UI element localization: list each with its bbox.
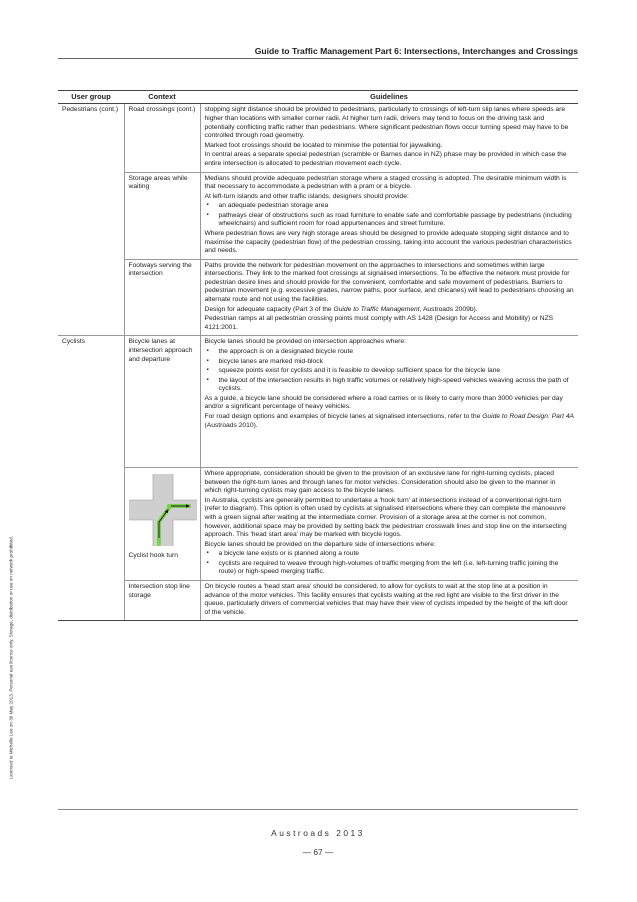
guidelines-cell bbox=[200, 104, 578, 172]
guideline-paragraph bbox=[205, 306, 575, 315]
side-note: Licensed to Michelle Lee on 30 May 2013. Personal use licence only. Storage, distribution or use on network prohibited. bbox=[8, 535, 14, 780]
table-row-bicycle-lanes bbox=[58, 336, 578, 468]
list-item: ▪ an adequate pedestrian storage area bbox=[219, 202, 575, 211]
guidelines-cell bbox=[200, 172, 578, 259]
table-row-road-crossings bbox=[58, 104, 578, 172]
context-cell bbox=[124, 468, 200, 581]
list-item: ▪ the approach is on a designated bicycle route bbox=[219, 348, 575, 357]
guideline-paragraph: In Australia, cyclists are generally permitted to undertake a 'hook turn' at intersections instead of a conventional right-turn (refer to diagram). This option is often used by cyclists at signalised intersections where they can complete the manoeuvre with a green signal after waiting at the intermediate corner. Provision of a storage area at the corner is not common, however, additional space may be provided by setting back the pedestrian crosswalk lines and stop line on the intersecting approach. This 'head start area' may be marked with bicycle logos. bbox=[204, 496, 567, 539]
context-cell: Bicycle lanes at intersection approach and departure bbox=[124, 336, 200, 468]
user-group-cell: Cyclists bbox=[58, 336, 124, 468]
guidelines-cell bbox=[200, 259, 578, 336]
user-group-cell bbox=[58, 468, 124, 581]
guideline-paragraph: In central areas a separate special pedestrian (scramble or Barnes dance in NZ) phase may be provided in which case the entire intersection is allocated to pedestrian movement each cycle. bbox=[204, 151, 567, 167]
hook-turn-diagram bbox=[129, 474, 196, 550]
guidelines-cell bbox=[200, 468, 578, 581]
guideline-paragraph: Bicycle lanes should be provided on intersection approaches where: bbox=[204, 338, 406, 346]
guideline-paragraph: On bicycle routes a 'head start area' should be considered, to allow for cyclists to wait at the stop line at a position in advance of the motor vehicles. This facility ensures that cyclists waiting at the red light are visible to the first driver in the queue, particularly drivers of commercial vehicles that may have their view of cyclists impeded by the height of the left door of the vehicle. bbox=[204, 583, 568, 616]
text-span: Design for adequate capacity (Part 3 of the bbox=[204, 305, 334, 313]
hook-turn-diagram-svg bbox=[129, 474, 197, 546]
user-group-cell bbox=[58, 581, 124, 621]
user-group-cell bbox=[58, 259, 124, 336]
table-row-stop-line bbox=[58, 581, 578, 621]
table-row-footways bbox=[58, 259, 578, 336]
text-span: For road design options and examples of bicycle lanes at signalised intersections, refer to the bbox=[204, 412, 483, 420]
guideline-paragraph: Bicycle lanes should be provided on the departure side of intersections where: bbox=[204, 540, 436, 548]
footer-rule bbox=[58, 809, 578, 810]
header-rule bbox=[58, 58, 578, 59]
user-group-cell: Pedestrians (cont.) bbox=[58, 104, 124, 172]
guideline-paragraph: stopping sight distance should be provided to pedestrians, particularly to crossings of left-turn slip lanes where speeds are higher than locations with smaller corner radii. At higher turn radii, drivers may tend to focus on the driving task and potentially conflicting traffic rather than pedestrians. Where significant pedestrian flows occur turning speed may have to be controlled through road geometry. bbox=[204, 106, 569, 140]
column-header-user-group: User group bbox=[58, 91, 124, 104]
context-cell: Footways serving the intersection bbox=[124, 259, 200, 336]
guidelines-cell bbox=[200, 581, 578, 621]
footer-organisation: Austroads 2013 bbox=[271, 828, 365, 838]
guideline-paragraph: Where pedestrian flows are very high storage areas should be designed to provide adequate stopping sight distance and to maximise the capacity (pedestrian flow) of the pedestrian crossing, taking into account the various pedestrian characteristics and needs. bbox=[204, 229, 572, 255]
guideline-paragraph: Paths provide the network for pedestrian movement on the approaches to intersections and sometimes within large intersections. They link to the marked foot crossings at signalised intersections. To be effective the network must provide for pedestrian desire lines and should provide for the convenient, comfortable and safe movement of pedestrians. Barriers to pedestrian movement (e.g. excessive grades, narrow paths, poor surface, and chicanes) will lead to pedestrians choosing an alternate route and not using the facilities. bbox=[204, 261, 574, 304]
bullet-list bbox=[205, 348, 575, 394]
text-span: , Austroads 2009b). bbox=[419, 305, 478, 313]
list-item: ▪ the layout of the intersection results in high traffic volumes or relatively high-speed vehicles weaving across the path of cyclists. bbox=[219, 377, 575, 394]
list-item: ▪ cyclists are required to weave through high-volumes of traffic merging from the left (i.e. left-turning traffic joining the route) or high-speed merging traffic. bbox=[219, 560, 575, 577]
guideline-paragraph: Where appropriate, consideration should be given to the provision of an exclusive lane for right-turning cyclists, placed between the right-turn lanes and through lanes for motor vehicles. Consideration should also be given to the manner in which right-turning cyclists may gain access to the bicycle lanes. bbox=[204, 470, 556, 495]
text-span: (Austroads 2010). bbox=[204, 421, 258, 429]
running-header: Guide to Traffic Management Part 6: Intersections, Interchanges and Crossings bbox=[254, 46, 578, 56]
user-group-cell bbox=[58, 172, 124, 259]
column-header-guidelines: Guidelines bbox=[200, 91, 578, 104]
context-label: Cyclist hook turn bbox=[128, 551, 178, 559]
bullet-list bbox=[205, 550, 575, 577]
table-header-row bbox=[58, 91, 578, 104]
guideline-paragraph: Marked foot crossings should be located to minimise the potential for jaywalking. bbox=[204, 141, 443, 149]
reference-title: Guide to Traffic Management bbox=[333, 305, 420, 313]
context-cell: Road crossings (cont.) bbox=[124, 104, 200, 172]
list-item: ▪ pathways clear of obstructions such as road furniture to enable safe and comfortable passage by pedestrians (including wheelchairs) and sufficient room for road appurtenances and street furniture. bbox=[219, 212, 575, 229]
guideline-paragraph bbox=[205, 413, 575, 430]
context-cell: Intersection stop line storage bbox=[124, 581, 200, 621]
guidelines-cell bbox=[200, 336, 578, 468]
column-header-context: Context bbox=[124, 91, 200, 104]
list-item: ▪ a bicycle lane exists or is planned along a route bbox=[219, 550, 575, 559]
table-row-hook-turn bbox=[58, 468, 578, 581]
context-cell: Storage areas while waiting bbox=[124, 172, 200, 259]
guideline-paragraph: At left-turn islands and other traffic islands, designers should provide: bbox=[204, 192, 409, 200]
guideline-paragraph: Pedestrian ramps at all pedestrian crossing points must comply with AS 1428 (Design for Access and Mobility) or NZS 4121:2001. bbox=[204, 315, 554, 331]
list-item: ▪ squeeze points exist for cyclists and it is feasible to develop sufficient space for the bicycle lane bbox=[219, 367, 575, 376]
guideline-paragraph: As a guide, a bicycle lane should be considered where a road carries or is likely to carry more than 3000 vehicles per day and/or a significant percentage of heavy vehicles. bbox=[204, 394, 563, 411]
reference-title: Guide to Road Design: Part 4A bbox=[482, 412, 575, 420]
list-item: ▪ bicycle lanes are marked mid-block bbox=[219, 358, 575, 367]
table-row-storage-areas bbox=[58, 172, 578, 259]
page-number: — 67 — bbox=[302, 847, 334, 857]
guideline-paragraph: Medians should provide adequate pedestrian storage where a staged crossing is adopted. The desirable minimum width is that necessary to accommodate a pedestrian with a pram or a bicycle. bbox=[204, 174, 567, 191]
guidelines-table bbox=[58, 90, 578, 621]
bullet-list bbox=[205, 202, 575, 229]
